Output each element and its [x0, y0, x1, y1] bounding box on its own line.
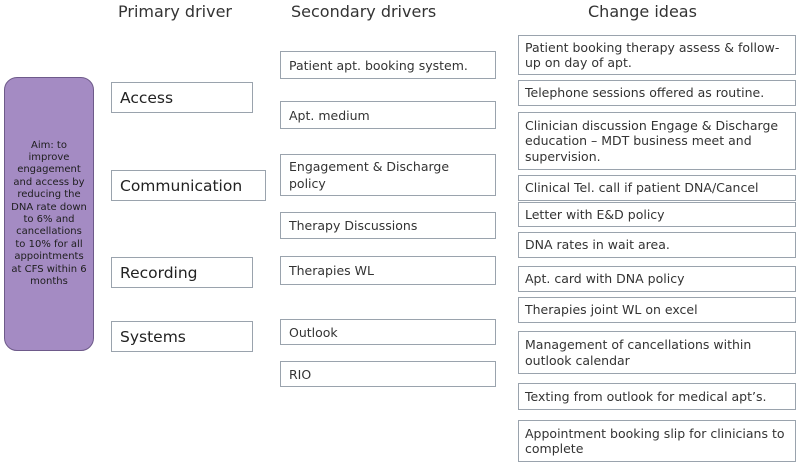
- primary-driver-communication: [111, 170, 266, 201]
- aim-box: [4, 77, 94, 351]
- secondary-driver-label: Apt. medium: [289, 107, 370, 123]
- change-idea-label: Letter with E&D policy: [525, 206, 665, 222]
- primary-driver-systems: [111, 321, 253, 352]
- change-idea-label: Therapies joint WL on excel: [525, 302, 698, 318]
- secondary-driver-booking-system: [280, 51, 496, 79]
- primary-driver-access: [111, 82, 253, 113]
- change-idea-clinical-tel-call: [518, 175, 796, 201]
- aim-text: Aim: to improve engagement and access by reducing the DNA rate down to 6% and cancellations to 10% for all appointments at CFS within 6 months: [11, 139, 87, 288]
- header-change-ideas: Change ideas: [588, 2, 697, 21]
- change-idea-label: DNA rates in wait area.: [525, 237, 670, 253]
- secondary-driver-label: Therapies WL: [289, 263, 374, 278]
- change-idea-label: Apt. card with DNA policy: [525, 271, 685, 287]
- primary-driver-label: Systems: [120, 327, 186, 346]
- change-idea-label: Telephone sessions offered as routine.: [525, 85, 765, 101]
- primary-driver-label: Recording: [120, 263, 198, 282]
- primary-driver-recording: [111, 257, 253, 288]
- change-idea-booking-assess: [518, 35, 796, 75]
- change-idea-letter-ed-policy: [518, 202, 796, 227]
- primary-driver-label: Communication: [120, 176, 243, 195]
- change-idea-clinician-discussion: [518, 112, 796, 170]
- header-secondary-drivers: Secondary drivers: [291, 2, 437, 21]
- primary-driver-label: Access: [120, 88, 174, 107]
- change-idea-label: Patient booking therapy assess & follow-up on day of apt.: [525, 39, 780, 70]
- secondary-driver-therapies-wl: [280, 256, 496, 285]
- change-idea-telephone-sessions: [518, 80, 796, 106]
- secondary-driver-label: Therapy Discussions: [289, 218, 418, 233]
- secondary-driver-label: Patient apt. booking system.: [289, 57, 468, 73]
- change-idea-booking-slip: [518, 420, 796, 462]
- change-idea-apt-card: [518, 266, 796, 292]
- change-idea-label: Clinician discussion Engage & Discharge education – MDT business meet and supervision.: [525, 117, 779, 164]
- change-idea-label: Texting from outlook for medical apt’s.: [525, 388, 767, 404]
- change-idea-label: Clinical Tel. call if patient DNA/Cancel: [525, 180, 759, 196]
- secondary-driver-label: Engagement & Discharge policy: [289, 159, 450, 191]
- change-idea-management-cancellations: [518, 331, 796, 374]
- secondary-driver-outlook: [280, 319, 496, 345]
- header-primary-driver: Primary driver: [118, 2, 232, 21]
- secondary-driver-rio: [280, 361, 496, 387]
- secondary-driver-apt-medium: [280, 101, 496, 129]
- secondary-driver-label: RIO: [289, 366, 312, 382]
- change-idea-dna-rates: [518, 232, 796, 258]
- change-idea-label: Appointment booking slip for clinicians to complete: [525, 425, 785, 456]
- secondary-driver-therapy-discussions: [280, 212, 496, 239]
- secondary-driver-label: Outlook: [289, 324, 338, 340]
- secondary-driver-engagement-policy: [280, 154, 496, 196]
- change-idea-label: Management of cancellations within outlook calendar: [525, 337, 752, 368]
- change-idea-texting-outlook: [518, 383, 796, 410]
- change-idea-joint-wl: [518, 297, 796, 323]
